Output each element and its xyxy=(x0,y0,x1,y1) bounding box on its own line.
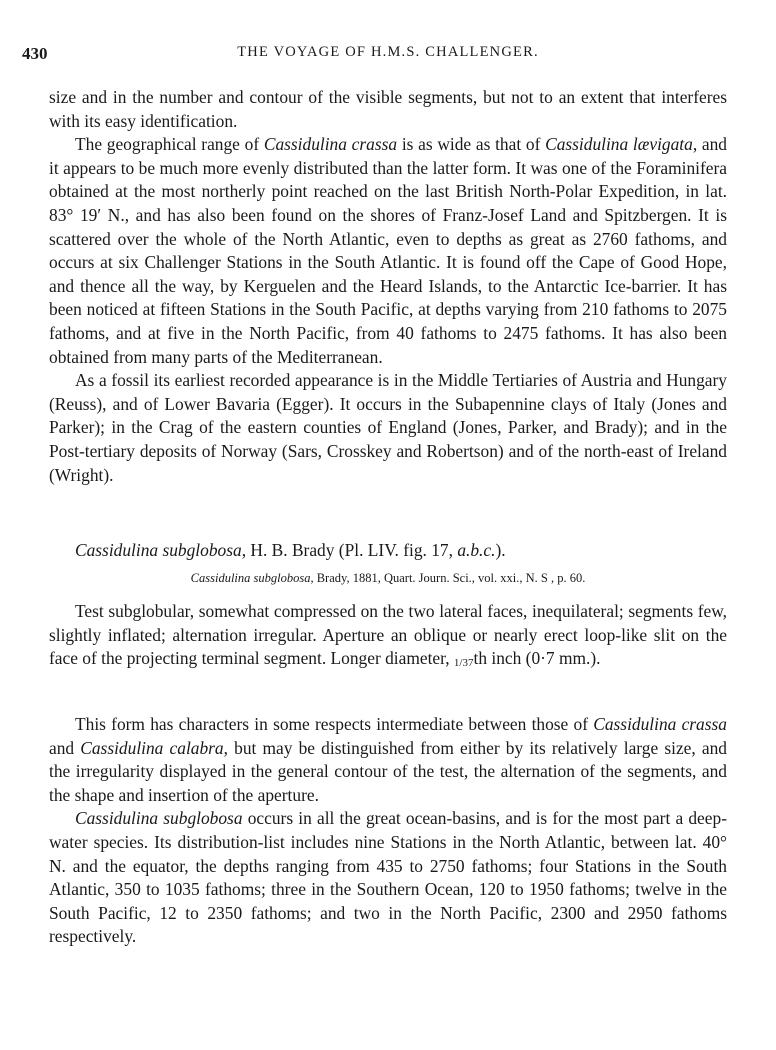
paragraph-description xyxy=(49,600,727,676)
taxon-name: Cassidulina calabra xyxy=(80,737,224,758)
text-span: is as wide as that of xyxy=(397,134,546,155)
species-description xyxy=(49,600,727,676)
paragraph-remarks xyxy=(49,713,727,807)
text-span: , but may be distinguished from either by its relatively large size, and the irregularity displayed in the general contour of the test, the alternation of the segments, and the shape and insertion of the aperture. xyxy=(49,737,727,805)
running-title: THE VOYAGE OF H.M.S. CHALLENGER. xyxy=(237,44,539,60)
paragraph-fossil-record: As a fossil its earliest recorded appearance is in the Middle Tertiaries of Austria and Hungary (Reuss), and of Lower Bavaria (Egger). It occurs in the Subapennine clays of Italy (Jones and Parker); in the Crag of the eastern counties of England (Jones, Parker, and Brady); and in the Post-tertiary deposits of Norway (Sars, Crosskey and Robertson) and of the north-east of Ireland (Wright). xyxy=(49,370,727,485)
body-section-subglobosa xyxy=(49,713,727,949)
taxon-name: Cassidulina subglobosa xyxy=(75,808,243,829)
text-span: Test subglobular, somewhat compressed on the two lateral faces, inequilateral; segments few, slightly inflated; alternation irregular. Aperture an oblique or nearly erect loop-like slit on the face of the projecting terminal segment. Longer diameter, xyxy=(49,601,727,669)
synonym-citation: , Brady, 1881, Quart. Journ. Sci., vol. xxi., N. S , p. 60. xyxy=(310,571,586,585)
fraction: 1/37 xyxy=(453,657,474,670)
page-number: 430 xyxy=(22,44,48,63)
page-header xyxy=(22,44,724,66)
taxon-name: Cassidulina crassa xyxy=(593,714,727,734)
species-figs: a.b.c. xyxy=(457,540,496,560)
synonym-name: Cassidulina subglobosa xyxy=(190,571,311,585)
text-span: The geographical range of xyxy=(75,134,264,155)
species-heading xyxy=(75,540,506,561)
body-section-crassa xyxy=(49,86,727,487)
species-author: , H. B. Brady (Pl. LIV. fig. 17, xyxy=(241,540,458,560)
text-span: and xyxy=(49,737,81,758)
taxon-name: Cassidulina lævigata xyxy=(545,134,693,155)
text-span: occurs in all the great ocean-basins, and is for the most part a deep-water species. Its distribution-list includes nine Stations in the North Atlantic, between lat. 40° N. and the equator, the depths ranging from 435 to 2750 fathoms; four Stations in the South Atlantic, 350 to 1035 fathoms; three in the Southern Ocean, 120 to 1950 fathoms; twelve in the South Pacific, 12 to 2350 fathoms; and two in the North Pacific, 2300 and 2950 fathoms respectively. xyxy=(49,808,727,947)
paragraph-continuation: size and in the number and contour of the visible segments, but not to an extent that interferes with its easy identification. xyxy=(49,87,727,131)
text-span: , and it appears to be much more evenly distributed than the latter form. It was one of the Foraminifera obtained at the most northerly point reached on the last British North-Polar Expedition, in lat. 83° 19′ N., and has also been found on the shores of Franz-Josef Land and Spitzbergen. It is scattered over the whole of the North Atlantic, even to depths as great as 2760 fathoms, and occurs at six Challenger Stations in the South Atlantic. It is found off the Cape of Good Hope, and thence all the way, by Kerguelen and the Heard Islands, to the Antarctic Ice-barrier. It has been noticed at fifteen Stations in the South Pacific, at depths varying from 210 fathoms to 2075 fathoms, and at five in the North Pacific, from 40 fathoms to 2475 fathoms. It has also been obtained from many parts of the Mediterranean. xyxy=(49,134,728,367)
synonymy-reference xyxy=(0,571,776,586)
species-close: ). xyxy=(495,540,506,560)
text-span: th inch (0·7 mm.). xyxy=(473,648,601,669)
paragraph-distribution xyxy=(49,807,727,949)
paragraph-geographical-range xyxy=(49,133,727,369)
text-span: This form has characters in some respects intermediate between those of xyxy=(75,714,594,734)
taxon-name: Cassidulina crassa xyxy=(263,134,398,155)
species-name: Cassidulina subglobosa xyxy=(75,540,242,560)
